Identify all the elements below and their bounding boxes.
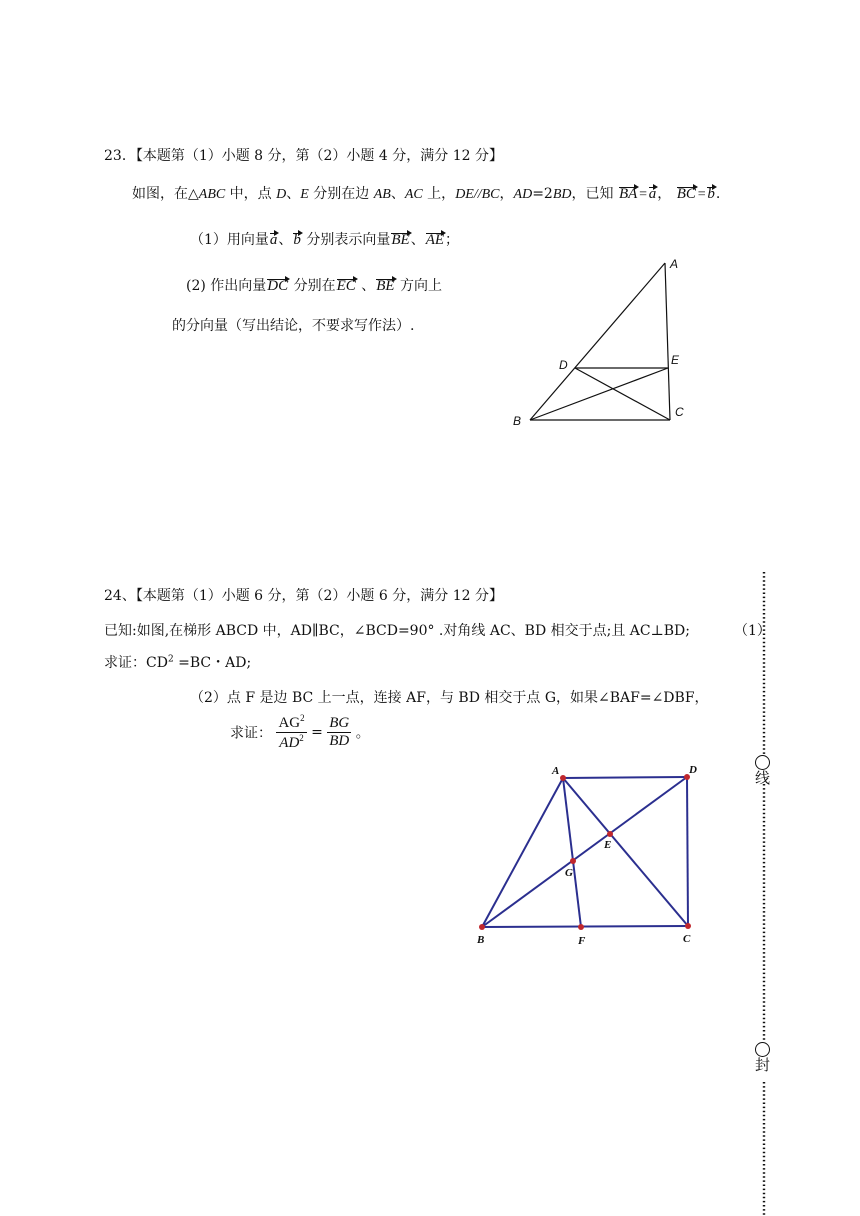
point-label-g: G <box>565 867 573 879</box>
point-label-a: A <box>552 765 560 777</box>
point-e <box>607 831 613 837</box>
q24-part2: （2）点 F 是边 BC 上一点，连接 AF，与 BD 相交于点 G，如果∠BAF=∠DBF， <box>190 690 709 706</box>
q23-triangle-figure <box>505 250 705 435</box>
point-label-c: C <box>675 405 684 419</box>
q23-stem: 如图，在△ABC 中，点 D、E 分别在边 AB、AC 上，DE//BC，AD=2BD，已知 BA=a， BC=b. <box>132 186 721 202</box>
segment-ac <box>665 263 670 420</box>
q24-line1-tail: （1） <box>734 623 771 639</box>
point-label-c: C <box>683 933 691 945</box>
segment-dc <box>575 368 670 420</box>
point-f <box>578 924 584 930</box>
segment-cb <box>482 926 688 927</box>
circle-icon <box>755 755 770 770</box>
segment-af <box>563 778 581 927</box>
point-a <box>560 775 566 781</box>
point-label-b: B <box>513 414 522 428</box>
point-g <box>570 858 576 864</box>
point-label-b: B <box>477 934 485 946</box>
point-label-f: F <box>578 935 586 947</box>
fraction-ag2-ad2: $\frac{AG^2}{AD^2}$ <box>278 713 305 751</box>
circle-icon <box>755 1042 770 1057</box>
q24-line1: 已知:如图,在梯形 ABCD 中，AD∥BC，∠BCD=90° .对角线 AC、BD 相交于点;且 AC⊥BD; <box>104 623 691 639</box>
vector-ae: AE <box>425 232 445 248</box>
point-label-a: A <box>670 257 679 271</box>
q23-part2-line2: 的分向量（写出结论，不要求写作法）. <box>172 318 415 334</box>
q24-line2: 求证：$CD^2 =BC$・AD; <box>104 654 252 671</box>
segment-ba <box>482 778 563 927</box>
q23-header: 23．【本题第（1）小题 8 分，第（2）小题 4 分，满分 12 分】 <box>104 148 503 164</box>
segment-ab <box>530 263 665 420</box>
vector-be: BE <box>391 232 410 248</box>
q24-trapezoid-figure <box>470 760 710 955</box>
point-label-d: D <box>559 358 568 372</box>
point-c <box>685 923 691 929</box>
fraction-bg-bd: $\frac{BG}{BD}$ <box>329 715 350 749</box>
vector-ec: EC <box>336 278 356 294</box>
vector-b: b <box>707 186 715 202</box>
diagonal-bd <box>482 777 687 927</box>
vector-dc: DC <box>267 278 289 294</box>
q24-proof: 求证： $\frac{AG^2}{AD^2}$ = $\frac{BG}{BD}$ 。 <box>230 713 370 751</box>
point-label-e: E <box>671 353 680 367</box>
segment-be <box>530 368 668 420</box>
vector-ba: BA <box>618 186 638 202</box>
segment-ad <box>563 777 687 778</box>
binding-line-marker: 线 <box>757 755 773 785</box>
vector-bc: BC <box>676 186 696 202</box>
point-label-d: D <box>689 764 697 776</box>
q23-part2: (2) 作出向量DC 分别在EC 、BE 方向上 <box>186 278 442 294</box>
vector-a: a <box>648 186 657 202</box>
binding-seal-marker: 封 <box>757 1042 773 1072</box>
point-label-e: E <box>604 839 612 851</box>
q24-header: 24、【本题第（1）小题 6 分，第（2）小题 6 分，满分 12 分】 <box>104 588 503 604</box>
diagonal-ac <box>563 778 688 926</box>
q23-part1: （1）用向量a、b 分别表示向量BE、AE； <box>190 232 460 248</box>
vector-be-2: BE <box>376 278 395 294</box>
binding-margin-line <box>758 572 770 1216</box>
segment-dc <box>687 777 688 926</box>
point-b <box>479 924 485 930</box>
